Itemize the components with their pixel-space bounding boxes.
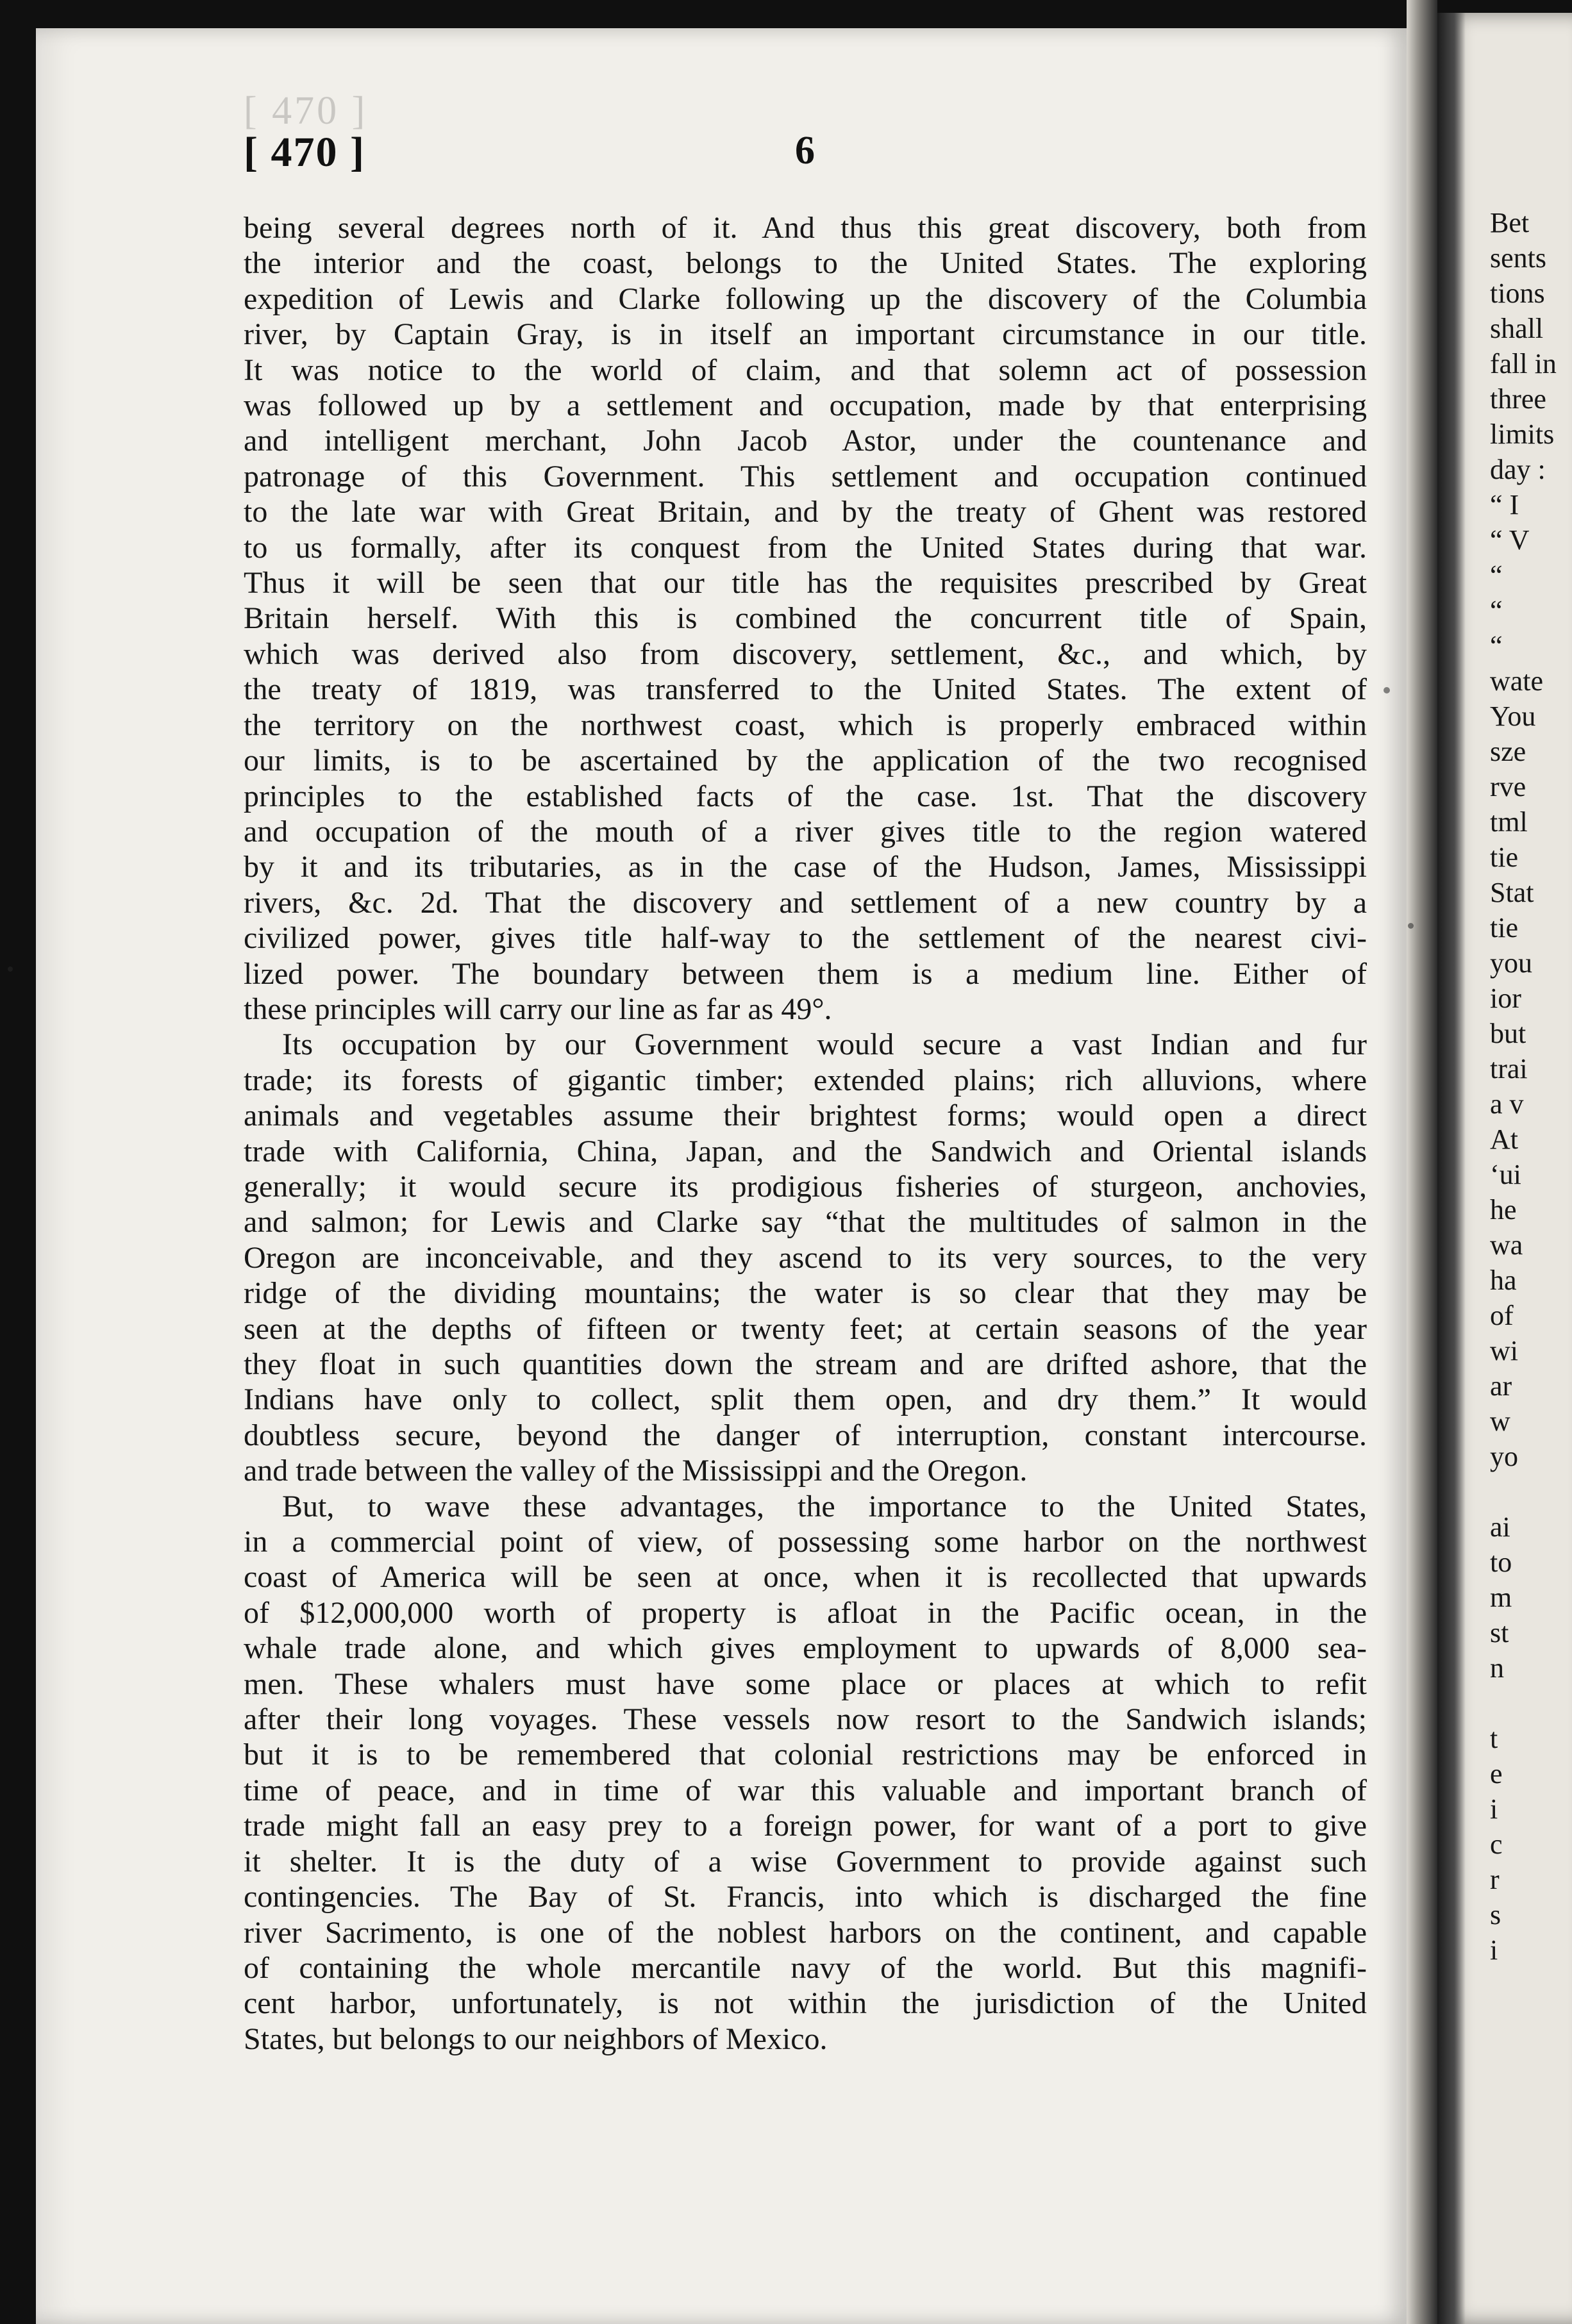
facing-page-line: wate — [1490, 665, 1544, 697]
facing-page-line: e — [1490, 1758, 1503, 1789]
facing-page-line: you — [1490, 947, 1532, 979]
text-line: but it is to be remembered that colonial restrictions may be enforced in — [244, 1738, 1367, 1772]
facing-page-line: he — [1490, 1194, 1517, 1225]
text-line: principles to the established facts of the case. 1st. That the discovery — [244, 779, 1367, 813]
facing-page-line: wa — [1490, 1229, 1523, 1261]
page-header — [244, 128, 1398, 186]
text-line: of containing the whole mercantile navy of the world. But this magnifi- — [244, 1950, 1367, 1985]
facing-page-line: fall in — [1490, 348, 1557, 379]
ink-speck — [8, 967, 13, 972]
book-spine-shadow — [1437, 13, 1466, 2324]
facing-page-line: tie — [1490, 842, 1518, 873]
facing-page-line: tie — [1490, 912, 1518, 943]
facing-page-line: limits — [1490, 419, 1555, 450]
facing-page-line: ha — [1490, 1265, 1517, 1296]
facing-page-line: r — [1490, 1864, 1500, 1895]
text-line: they float in such quantities down the stream and are drifted ashore, that the — [244, 1347, 1367, 1381]
text-line: whale trade alone, and which gives employment to upwards of 8,000 sea- — [244, 1631, 1367, 1666]
ink-speck — [1384, 687, 1390, 693]
facing-page-line: i — [1490, 1934, 1498, 1966]
text-line: Its occupation by our Government would secure a vast Indian and fur — [282, 1027, 1367, 1062]
text-line: after their long voyages. These vessels now resort to the Sandwich islands; — [244, 1702, 1367, 1737]
text-line: to us formally, after its conquest from the United States during that war. — [244, 530, 1367, 565]
facing-page-line: ior — [1490, 983, 1521, 1014]
facing-page-line: yo — [1490, 1441, 1518, 1472]
text-line: it shelter. It is the duty of a wise Government to provide against such — [244, 1844, 1367, 1879]
text-line: ridge of the dividing mountains; the water is so clear that they may be — [244, 1276, 1367, 1311]
text-line: rivers, &c. 2d. That the discovery and settlement of a new country by a — [244, 885, 1367, 920]
facing-page-line: ar — [1490, 1370, 1512, 1402]
text-line: and intelligent merchant, John Jacob Astor, under the countenance and — [244, 424, 1367, 458]
facing-page-line: “ — [1490, 630, 1503, 661]
facing-page-line: c — [1490, 1829, 1503, 1860]
text-line: lized power. The boundary between them is a medium line. Either of — [244, 956, 1367, 991]
text-line: river Sacrimento, is one of the noblest harbors on the continent, and capable — [244, 1915, 1367, 1950]
facing-page-line: s — [1490, 1899, 1501, 1930]
signature-mark: 6 — [795, 129, 815, 172]
text-line: the interior and the coast, belongs to the United States. The exploring — [244, 246, 1367, 281]
text-line: It was notice to the world of claim, and that solemn act of possession — [244, 353, 1367, 387]
facing-page-line: “ I — [1490, 489, 1519, 520]
facing-page-line: of — [1490, 1300, 1514, 1331]
text-line: which was derived also from discovery, settlement, &c., and which, by — [244, 636, 1367, 671]
text-line: to the late war with Great Britain, and by the treaty of Ghent was restored — [244, 495, 1367, 529]
text-line: Indians have only to collect, split them open, and dry them.” It would — [244, 1382, 1367, 1417]
text-line: contingencies. The Bay of St. Francis, into which is discharged the fine — [244, 1880, 1367, 1914]
facing-page-line: a v — [1490, 1088, 1524, 1120]
text-line: and trade between the valley of the Mississippi and the Oregon. — [244, 1454, 1028, 1488]
facing-page-line: m — [1490, 1582, 1512, 1613]
text-line: of $12,000,000 worth of property is afloat in the Pacific ocean, in the — [244, 1595, 1367, 1630]
text-line: doubtless secure, beyond the danger of interruption, constant intercourse. — [244, 1418, 1367, 1452]
facing-page-line: st — [1490, 1617, 1509, 1648]
facing-page-line: to — [1490, 1547, 1512, 1578]
facing-page-line: but — [1490, 1018, 1526, 1049]
text-line: seen at the depths of fifteen or twenty feet; at certain seasons of the year — [244, 1311, 1367, 1346]
text-line: the treaty of 1819, was transferred to the United States. The extent of — [244, 672, 1367, 707]
facing-page-line: Bet — [1490, 207, 1530, 238]
page-number: [ 470 ] — [244, 129, 365, 176]
facing-page-line: ‘ui — [1490, 1159, 1521, 1190]
facing-page-line: day : — [1490, 454, 1546, 485]
facing-page-line — [1490, 1474, 1557, 1509]
facing-page-line: shall — [1490, 313, 1544, 344]
text-line: the territory on the northwest coast, which is properly embraced within — [244, 708, 1367, 742]
text-line: time of peace, and in time of war this valuable and important branch of — [244, 1773, 1367, 1807]
facing-page-line: You — [1490, 701, 1536, 732]
text-line: being several degrees north of it. And thus this great discovery, both from — [244, 211, 1367, 245]
text-line: was followed up by a settlement and occupation, made by that enterprising — [244, 388, 1367, 423]
ink-speck — [1408, 923, 1414, 929]
facing-page-line: Stat — [1490, 877, 1534, 908]
text-line: expedition of Lewis and Clarke following up the discovery of the Columbia — [244, 281, 1367, 316]
text-line: trade with California, China, Japan, and the Sandwich and Oriental islands — [244, 1134, 1367, 1168]
text-line: Thus it will be seen that our title has the requisites prescribed by Great — [244, 566, 1367, 601]
text-line: Britain herself. With this is combined the concurrent title of Spain, — [244, 601, 1367, 636]
text-line: cent harbor, unfortunately, is not within the jurisdiction of the United — [244, 1986, 1367, 2021]
text-line: in a commercial point of view, of possessing some harbor on the northwest — [244, 1525, 1367, 1559]
page-gutter-edge — [1407, 0, 1437, 2324]
text-line: trade might fall an easy prey to a foreign power, for want of a port to give — [244, 1809, 1367, 1843]
facing-page-line: “ — [1490, 595, 1503, 626]
text-line: and occupation of the mouth of a river gives title to the region watered — [244, 814, 1367, 849]
text-line: civilized power, gives title half-way to the settlement of the nearest civi- — [244, 921, 1367, 956]
facing-page-line: trai — [1490, 1053, 1528, 1084]
body-text — [244, 210, 1367, 2057]
facing-page-line: t — [1490, 1723, 1498, 1754]
text-line: men. These whalers must have some place or places at which to refit — [244, 1666, 1367, 1701]
facing-page-line: wi — [1490, 1335, 1518, 1366]
text-line: by it and its tributaries, as in the case of the Hudson, James, Mississippi — [244, 850, 1367, 884]
facing-page-text — [1490, 205, 1557, 1968]
text-line: generally; it would secure its prodigious fisheries of sturgeon, anchovies, — [244, 1169, 1367, 1204]
facing-page-line: sze — [1490, 736, 1526, 767]
text-line: river, by Captain Gray, is in itself an important circumstance in our title. — [244, 317, 1367, 352]
text-line: and salmon; for Lewis and Clarke say “that the multitudes of salmon in the — [244, 1205, 1367, 1240]
bleed-through-header: [ 470 ] — [244, 89, 368, 133]
facing-page-line: “ — [1490, 560, 1503, 591]
facing-page-line: tions — [1490, 278, 1545, 309]
text-line: patronage of this Government. This settlement and occupation continued — [244, 459, 1367, 494]
facing-page-line: “ V — [1490, 524, 1530, 556]
facing-page-line: sents — [1490, 242, 1546, 274]
facing-page-line: rve — [1490, 771, 1526, 802]
facing-page-line: At — [1490, 1124, 1518, 1155]
text-line: States, but belongs to our neighbors of Mexico. — [244, 2021, 828, 2056]
facing-page-line — [1490, 1686, 1557, 1721]
facing-page-line: i — [1490, 1793, 1498, 1825]
text-line: coast of America will be seen at once, when it is recollected that upwards — [244, 1560, 1367, 1595]
text-line: animals and vegetables assume their brightest forms; would open a direct — [244, 1099, 1367, 1133]
text-line: Oregon are inconceivable, and they ascend to its very sources, to the very — [244, 1240, 1367, 1275]
facing-page-line: w — [1490, 1406, 1510, 1437]
facing-page-line: ai — [1490, 1511, 1510, 1543]
text-line: our limits, is to be ascertained by the application of the two recognised — [244, 743, 1367, 778]
facing-page-fragment — [1437, 13, 1572, 2324]
facing-page-line: n — [1490, 1652, 1504, 1684]
facing-page-line: tml — [1490, 806, 1528, 838]
text-line: trade; its forests of gigantic timber; extended plains; rich alluvions, where — [244, 1063, 1367, 1097]
text-line: these principles will carry our line as far as 49°. — [244, 992, 832, 1026]
facing-page-line: three — [1490, 383, 1546, 415]
text-line: But, to wave these advantages, the importance to the United States, — [282, 1489, 1367, 1523]
